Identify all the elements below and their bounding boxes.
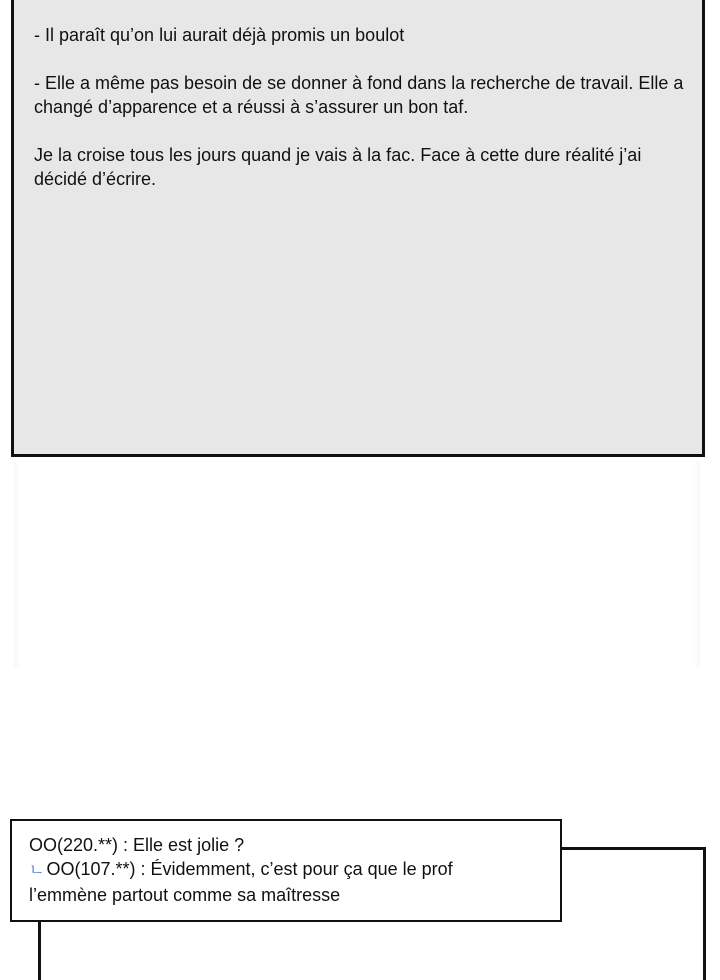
narration-text [34, 23, 689, 215]
comment-text: OO(220.**) : Elle est jolie ? [29, 835, 245, 855]
narration-paragraph: - Elle a même pas besoin de se donner à fond dans la recherche de travail. Elle a changé d’apparence et a réussi à s’assurer un bon taf. [34, 73, 684, 117]
panel-gutter [14, 462, 700, 667]
comment-box [10, 819, 562, 922]
reply-text-continued: l’emmène partout comme sa maîtresse [29, 885, 341, 905]
narration-paragraph: - Il paraît qu’on lui aurait déjà promis un boulot [34, 25, 405, 45]
reply-text: OO(107.**) : Évidemment, c’est pour ça que le prof [46, 859, 453, 879]
reply-line [29, 857, 560, 883]
narration-paragraph: Je la croise tous les jours quand je vais à la fac. Face à cette dure réalité j’ai décidé d’écrire. [34, 145, 642, 189]
reply-marker: ㄴ [29, 862, 45, 879]
narration-panel [11, 0, 705, 457]
